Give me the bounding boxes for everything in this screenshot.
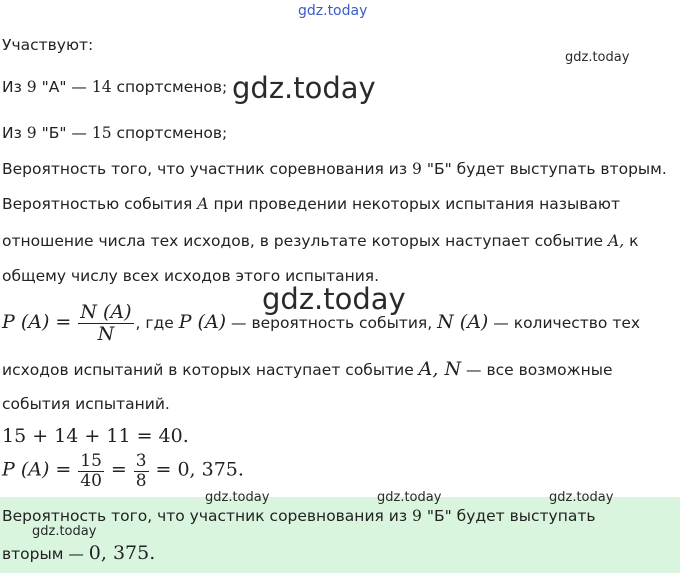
calc-denominator-1: 40 xyxy=(80,470,102,491)
sum-line: 15 + 14 + 11 = 40. xyxy=(2,425,189,447)
class-b-suffix: спортсменов; xyxy=(116,124,228,142)
watermark-right: gdz.today xyxy=(565,50,630,65)
calc-fraction-2 xyxy=(134,452,149,490)
definition-line-3: общему числу всех исходов этого испытания. xyxy=(2,267,380,285)
question-text-b: "Б" будет выступать вторым. xyxy=(426,160,667,178)
watermark-row-3: gdz.today xyxy=(549,490,614,505)
calc-denominator-2: 8 xyxy=(135,470,147,491)
definition-line-2 xyxy=(2,232,638,250)
formula-fraction xyxy=(78,302,133,345)
answer-box xyxy=(0,497,680,573)
calc-equals: = xyxy=(110,458,127,481)
class-a-prefix: Из xyxy=(2,78,22,96)
calc-result: = 0, 375. xyxy=(155,458,244,481)
watermark-top: gdz.today xyxy=(298,3,368,19)
watermark-row-1: gdz.today xyxy=(205,490,270,505)
class-b-prefix: Из xyxy=(2,124,22,142)
formula-where: , где xyxy=(135,313,174,332)
class-a-count: 14 xyxy=(91,78,112,96)
definition-1-var: A xyxy=(197,195,209,213)
class-b-count: 15 xyxy=(91,124,112,142)
outcomes-vars: A, N xyxy=(418,358,462,380)
class-a-letter: "А" — xyxy=(41,78,87,96)
answer-text-b: "Б" будет выступать xyxy=(426,507,596,525)
formula-pa: P (A) xyxy=(178,310,227,333)
events-line: события испытаний. xyxy=(2,395,170,413)
class-a-suffix: спортсменов; xyxy=(116,78,228,96)
question-text-a: Вероятность того, что участник соревнования из xyxy=(2,160,408,178)
definition-1-text-a: Вероятностью события xyxy=(2,195,193,213)
answer-value: 0, 375. xyxy=(88,542,156,564)
watermark-big-1: gdz.today xyxy=(232,71,376,105)
formula-denominator: N xyxy=(97,322,115,345)
class-b-letter: "Б" — xyxy=(41,124,87,142)
answer-line-2 xyxy=(2,542,155,564)
formula-lhs: P (A) = xyxy=(2,310,72,333)
probability-question xyxy=(2,160,667,178)
question-number: 9 xyxy=(412,160,422,178)
class-a-line xyxy=(2,78,227,96)
calc-fraction-1 xyxy=(78,452,104,490)
answer-number: 9 xyxy=(412,507,422,525)
definition-2-var: A, xyxy=(608,232,625,250)
outcomes-text-b: — все возможные xyxy=(466,361,613,379)
class-b-line xyxy=(2,124,227,142)
definition-1-text-b: при проведении некоторых испытания называют xyxy=(213,195,620,213)
calc-numerator-1: 15 xyxy=(80,451,102,471)
watermark-row-2: gdz.today xyxy=(377,490,442,505)
watermark-big-2: gdz.today xyxy=(262,282,406,316)
class-a-number: 9 xyxy=(26,78,37,96)
formula-numerator: N (A) xyxy=(80,301,132,323)
class-b-number: 9 xyxy=(26,124,37,142)
participants-heading: Участвуют: xyxy=(2,36,94,54)
answer-text-a: Вероятность того, что участник соревнования из xyxy=(2,507,408,525)
formula-line xyxy=(2,302,640,345)
answer-text-c: вторым — xyxy=(2,545,84,563)
outcomes-line xyxy=(2,358,613,380)
calc-lhs: P (A) = xyxy=(2,458,72,481)
definition-line-1 xyxy=(2,195,620,213)
formula-na: N (A) xyxy=(437,310,489,333)
outcomes-text-a: исходов испытаний в которых наступает событие xyxy=(2,361,414,379)
formula-desc-1: — вероятность события, xyxy=(231,313,433,332)
definition-2-text-a: отношение числа тех исходов, в результате которых наступает событие xyxy=(2,232,604,250)
definition-2-text-b: к xyxy=(629,232,639,250)
calc-numerator-2: 3 xyxy=(135,451,147,471)
answer-line-1 xyxy=(2,507,596,525)
formula-desc-2: — количество тех xyxy=(493,313,641,332)
watermark-answer: gdz.today xyxy=(32,524,97,539)
calculation-line xyxy=(2,452,244,490)
